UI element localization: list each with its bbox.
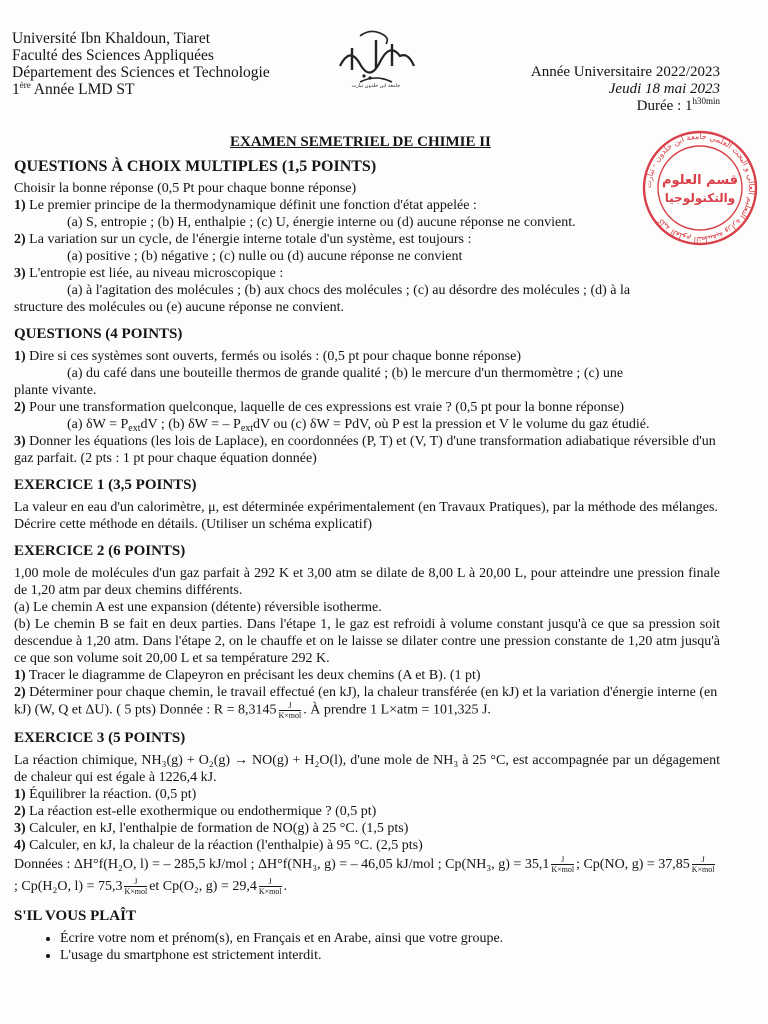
instructions-heading: S'IL VOUS PLAÎT <box>14 908 136 924</box>
study-level: 1ère Année LMD ST <box>12 80 135 98</box>
exercise-1-heading: EXERCICE 1 (3,5 POINTS) <box>14 477 197 493</box>
svg-text:جامعة ابن خلدون تيارت: جامعة ابن خلدون تيارت <box>351 83 401 88</box>
exercise-2-path-a: (a) Le chemin A est une expansion (détente) réversible isotherme. <box>14 600 382 615</box>
exam-date: Jeudi 18 mai 2023 <box>608 81 720 97</box>
question-2: 2) Pour une transformation quelconque, laquelle de ces expressions est vraie ? (0,5 pt pour la bonne réponse) <box>14 400 624 415</box>
question-1-options-cont: plante vivante. <box>14 383 97 398</box>
instructions-list <box>14 930 720 964</box>
exam-info <box>531 64 720 115</box>
svg-text:والتكنولوجيا: والتكنولوجيا <box>664 191 736 205</box>
unit-fraction: $\frac{J}{\text{K×mol}}$ <box>124 877 148 897</box>
question-3: 3) Donner les équations (les lois de Laplace), en coordonnées (P, T) et (V, T) d'une transformation adiabatique réversible d'un gaz parfait. (2 pts : 1 pt pour chaque équation donnée) <box>14 434 716 466</box>
unit-fraction: $\frac{J}{\text{K×mol}}$ <box>691 855 715 875</box>
exercise-3-data: Données : ΔH°f(H₂O, l) = – 285,5 kJ/mol ; ΔH°f(NH₃, g) = – 46,05 kJ/mol ; Cp(NH₃, g) = 35,1 $\frac{J}{\text{K×mol}}$ ; Cp(NO, g) = 37,85 $\frac{J}{\text{K×mol}}$ ; Cp(H₂O, l) = 75,3 $\frac{J}{\text{K×mol}}$ et Cp(O₂, g) = 29,4 $\frac{J}{\text{K×mol}}$ . <box>14 855 715 897</box>
qcm-options-1: (a) S, entropie ; (b) H, enthalpie ; (c) U, énergie interne ou (d) aucune réponse ne convient. <box>67 215 576 230</box>
faculty-name: Faculté des Sciences Appliquées <box>12 47 214 64</box>
institution-header <box>12 30 270 98</box>
exercise-3-heading: EXERCICE 3 (5 POINTS) <box>14 730 186 746</box>
exercise-1-text: La valeur en eau d'un calorimètre, μ, est déterminée expérimentalement (en Travaux Pratiques), par la méthode des mélanges. <box>14 500 718 515</box>
question-1-options: (a) du café dans une bouteille thermos de grande qualité ; (b) le mercure d'un thermomètre ; (c) une <box>67 366 624 381</box>
academic-year: Année Universitaire 2022/2023 <box>530 64 720 80</box>
exercise-2-question-2: 2) Déterminer pour chaque chemin, le travail effectué (en kJ), la chaleur transférée (en kJ) et la variation d'énergie interne (en kJ) (W, Q et ΔU). ( 5 pts) Donnée : R = 8,3145 $\frac{J}{\text{K×mol}}$ . À prendre 1 L×atm = 101,325 J. <box>14 685 718 720</box>
university-logo <box>330 26 422 88</box>
exercise-3-question-2: 2) La réaction est-elle exothermique ou endothermique ? (0,5 pt) <box>14 804 377 819</box>
exercise-3-statement: La réaction chimique, NH₃(g) + O₂(g) → NO(g) + H₂O(l), d'une mole de NH₃ à 25 °C, est accompagnée par un dégagement de chaleur qui est égale à 1226,4 kJ. <box>14 753 720 785</box>
qcm-question-2: 2) La variation sur un cycle, de l'énergie interne totale d'un système, est toujours : <box>14 232 472 247</box>
qcm-intro: Choisir la bonne réponse (0,5 Pt pour chaque bonne réponse) <box>14 181 357 196</box>
svg-text:كلية العلوم التطبيقية وزارة ال: كلية العلوم التطبيقية وزارة التعليم العالي و البحث العلمي جامعة ابن خلدون - تيارت <box>643 131 757 245</box>
qcm-options-3: (a) à l'agitation des molécules ; (b) aux chocs des molécules ; (c) au désordre des molécules ; (d) à la <box>67 283 631 298</box>
exercise-1-task: Décrire cette méthode en détails. (Utiliser un schéma explicatif) <box>14 517 373 532</box>
exercise-3-question-4: 4) Calculer, en kJ, la chaleur de la réaction (l'enthalpie) à 95 °C. (2,5 pts) <box>14 838 423 853</box>
instruction-item: • Écrire votre nom et prénom(s), en Français et en Arabe, ainsi que votre groupe. <box>60 930 720 947</box>
questions-heading: QUESTIONS (4 POINTS) <box>14 326 183 342</box>
exercise-2-statement: 1,00 mole de molécules d'un gaz parfait à 292 K et 3,00 atm se dilate de 8,00 L à 20,00 L, pour atteindre une pression finale de 1,20 atm par deux chemins différents. <box>14 566 720 598</box>
qcm-question-3: 3) L'entropie est liée, au niveau microscopique : <box>14 266 284 281</box>
unit-fraction: $\frac{J}{\text{K×mol}}$ <box>258 877 282 897</box>
qcm-heading: QUESTIONS À CHOIX MULTIPLES (1,5 POINTS) <box>14 158 377 175</box>
question-2-options: (a) $\delta W = P_{ext}dV$ ; (b) δW = – $P_{ext}dV$ ou (c) δW = PdV, où P est la pression et V le volume du gaz étudié. <box>67 417 650 434</box>
exercise-2-question-1: 1) Tracer le diagramme de Clapeyron en précisant les deux chemins (A et B). (1 pt) <box>14 668 481 683</box>
exam-title: EXAMEN SEMETRIEL DE CHIMIE II <box>230 134 491 150</box>
question-1: 1) Dire si ces systèmes sont ouverts, fermés ou isolés : (0,5 pt pour chaque bonne réponse) <box>14 349 522 364</box>
exam-duration: Durée : $1^{h30min}$ <box>636 96 720 114</box>
qcm-question-1: 1) Le premier principe de la thermodynamique définit une fonction d'état appelée : <box>14 198 477 213</box>
university-name: Université Ibn Khaldoun, Tiaret <box>12 30 211 47</box>
department-name: Département des Sciences et Technologie <box>12 64 270 81</box>
exam-content <box>14 156 720 964</box>
svg-text:قسم العلوم: قسم العلوم <box>661 173 739 188</box>
instruction-item: • L'usage du smartphone est strictement interdit. <box>60 947 720 964</box>
exercise-2-path-b: (b) Le chemin B se fait en deux parties. Dans l'étape 1, le gaz est refroidi à volume constant jusqu'à ce que sa pression soit descendue à 1,20 atm. Dans l'étape 2, on le chauffe et on le laisse se dilater contre une pression constante de 1,20 atm jusqu'à ce que son volume soit 20,00 L et sa température 292 K. <box>14 617 720 666</box>
exercise-3-question-1: 1) Équilibrer la réaction. (0,5 pt) <box>14 787 197 802</box>
exercise-3-question-3: 3) Calculer, en kJ, l'enthalpie de formation de NO(g) à 25 °C. (1,5 pts) <box>14 821 409 836</box>
qcm-options-3-cont: structure des molécules ou (e) aucune réponse ne convient. <box>14 300 345 315</box>
unit-fraction: $\frac{J}{\text{K×mol}}$ <box>278 701 302 720</box>
unit-fraction: $\frac{J}{\text{K×mol}}$ <box>551 855 575 875</box>
exercise-2-heading: EXERCICE 2 (6 POINTS) <box>14 543 186 559</box>
qcm-options-2: (a) positive ; (b) négative ; (c) nulle ou (d) aucune réponse ne convient <box>67 249 463 264</box>
